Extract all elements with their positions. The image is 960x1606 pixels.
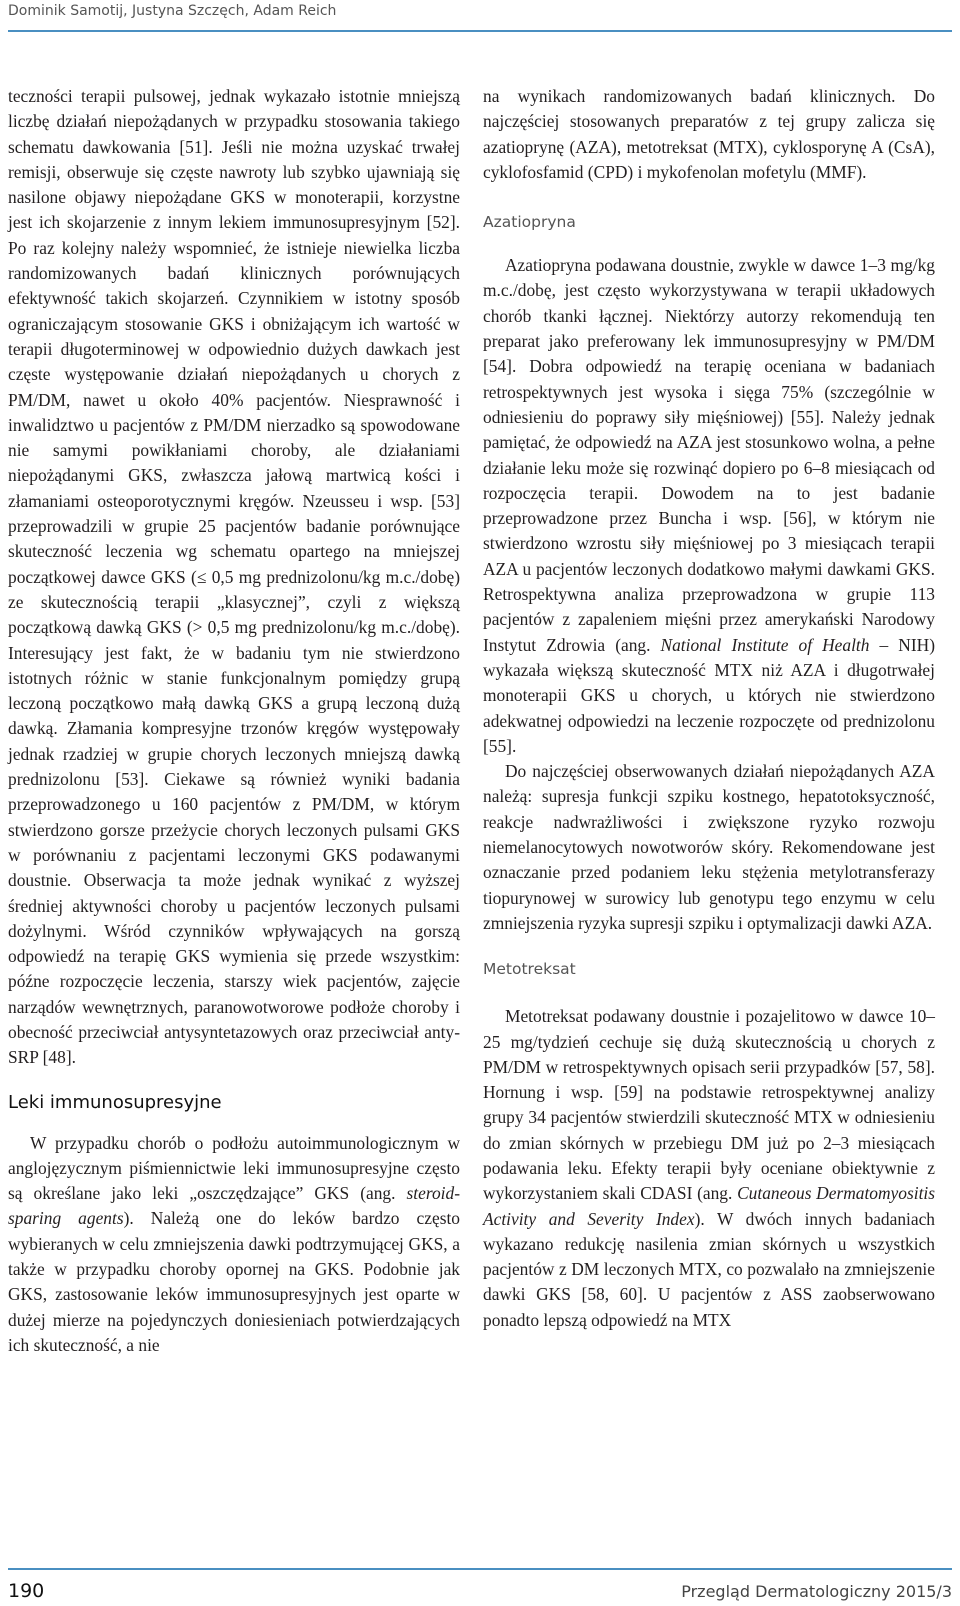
subheading-azathioprine: Azatiopryna <box>483 213 576 232</box>
left-column <box>8 84 460 1358</box>
journal-title: Przegląd Dermatologiczny 2015/3 <box>681 1582 952 1601</box>
text-run: – NIH) wykazała większą skuteczność MTX niż AZA i długotrwałej monoterapii GKS u chorych, u których nie stwierdzono adekwatnej odpowiedzi na leczenie rozpoczęte od prednizolonu [55]. <box>483 634 935 756</box>
italic-term: National Institute of Health <box>660 634 870 655</box>
right-column <box>483 84 935 1333</box>
section-heading-immunosuppressive: Leki immunosupresyjne <box>8 1091 222 1113</box>
body-paragraph <box>483 253 935 759</box>
page-number: 190 <box>8 1580 45 1602</box>
subheading-methotrexate: Metotreksat <box>483 960 576 979</box>
body-paragraph <box>483 1004 935 1333</box>
text-run: W przypadku chorób o podłożu autoimmunologicznym w anglojęzycznym piśmiennictwie leki immunosupresyjne często są określane jako leki „oszczędzające” GKS (ang. <box>8 1132 460 1204</box>
running-footer <box>8 1568 952 1606</box>
text-run: Metotreksat podawany doustnie i pozajelitowo w dawce 10–25 mg/tydzień cechuje się dużą skutecznością u chorych z PM/DM w retrospektywnych opisach serii przypadków [57, 58]. Hornung i wsp. [59] na podstawie retrospektywnej analizy grupy 34 pacjentów stwierdzili skuteczność MTX w odniesieniu do zmian skórnych w przebiegu DM już po 2–3 miesiącach podawania leku. Efekty terapii były oceniane obiektywnie z wykorzystaniem skali CDASI (ang. <box>483 1006 935 1204</box>
italic-term: Cutaneous Dermatomyositis Activity and Severity Index <box>483 1183 935 1229</box>
text-run: ). W dwóch innych badaniach wykazano redukcję nasilenia zmian skórnych u wszystkich pacjentów z DM leczonych MTX, co pozwalało na zmniejszenie dawki GKS [58, 60]. U pacjentów z ASS zaobserwowano ponadto lepszą odpowiedź na MTX <box>483 1208 935 1330</box>
header-authors: Dominik Samotij, Justyna Szczęch, Adam Reich <box>8 3 337 19</box>
text-run: Azatiopryna podawana doustnie, zwykle w dawce 1–3 mg/kg m.c./dobę, jest często wykorzystywana w terapii układowych chorób tkanki łącznej. Niektórzy autorzy rekomendują ten preparat jako preferowany lek immunosupresyjny w PM/DM [54]. Dobra odpowiedź na terapię oceniana w badaniach retrospektywnych jest wysoka i sięga 75% (szczególnie w odniesieniu do poprawy siły mięśniowej) [55]. Należy jednak pamiętać, że odpowiedź na AZA jest stosunkowo wolna, a pełne działanie leku może się rozwinąć dopiero po 6–8 miesiącach od rozpoczęcia terapii. Dowodem na to jest badanie przeprowadzone przez Buncha i wsp. [56], w którym nie stwierdzono wzrostu siły mięśniowej po 3 miesiącach terapii AZA u pacjentów leczonych dodatkowo małymi dawkami GKS. Retrospektywna analiza przeprowadzona w grupie 113 pacjentów z zapaleniem mięśni przez amerykański Narodowy Instytut Zdrowia (ang. <box>483 255 935 655</box>
body-paragraph <box>8 1131 460 1359</box>
body-paragraph: Do najczęściej obserwowanych działań niepożądanych AZA należą: supresja funkcji szpiku kostnego, hepatotoksyczność, reakcje nadwrażliwości i zwiększone ryzyko rozwoju niemelanocytowych nowotworów skóry. Rekomendowane jest oznaczanie przed podaniem leku stężenia metylotransferazy tiopurynowej w surowicy lub genotypu tego enzymu w celu zmniejszenia ryzyka supresji szpiku i optymalizacji dawki AZA. <box>483 761 935 933</box>
text-run: ). Należą one do leków bardzo często wybieranych w celu zmniejszenia dawki podtrzymującej GKS, a także w przypadku choroby opornej na GKS. Podobnie jak GKS, zastosowanie leków immunosupresyjnych jest oparte w dużej mierze na pojedynczych doniesieniach potwierdzających ich skuteczność, a nie <box>8 1208 460 1355</box>
running-header <box>8 0 952 32</box>
body-paragraph: teczności terapii pulsowej, jednak wykazało istotnie mniejszą liczbę działań niepożądanych w przypadku stosowania takiego schematu dawkowania [51]. Jeśli nie można uzyskać trwałej remisji, obserwuje się częste nawroty lub szybko ujawniają się nasilone objawy niepożądane GKS w monoterapii, korzystne jest ich skojarzenie z innym lekiem immunosupresyjnym [52]. Po raz kolejny należy wspomnieć, że istnieje niewielka liczba randomizowanych badań klinicznych porównujących efektywność takich skojarzeń. Czynnikiem w istotny sposób ograniczającym stosowanie GKS i obniżającym ich wartość w terapii długoterminowej w odpowiednio dużych dawkach jest częste występowanie działań niepożądanych u chorych z PM/DM, nawet u około 40% pacjentów. Niesprawność i inwalidztwo u pacjentów z PM/DM nierzadko są spowodowane nie samymi powikłaniami choroby, ale działaniami niepożądanymi GKS, zwłaszcza jałową martwicą kości i złamaniami osteoporotycznymi kręgów. Nzeusseu i wsp. [53] przeprowadzili w grupie 25 pacjentów badanie porównujące skuteczność leczenia wg schematu opartego na mniejszej początkowej dawce GKS (≤ 0,5 mg prednizolonu/kg m.c./dobę) ze skutecznością terapii „klasycznej”, czyli z większą początkową dawką GKS (> 0,5 mg prednizolonu/kg m.c./dobę). Interesujący jest fakt, że w badaniu tym nie stwierdzono istotnych różnic w stanie funkcjonalnym pomiędzy grupą leczoną początkowo małą dawką GKS a grupą leczoną dużą dawką. Złamania kompresyjne trzonów kręgów występowały jednak rzadziej w grupie chorych leczonych mniejszą dawką prednizolonu [53]. Ciekawe są również wyniki badania przeprowadzonego u 160 pacjentów z PM/DM, w którym stwierdzono gorsze przeżycie chorych leczonych pulsami GKS w porównaniu z pacjentami leczonymi GKS podawanymi doustnie. Obserwacja ta może jednak wynikać z wyższej średniej aktywności choroby u pacjentów leczonych pulsami dożylnymi. Wśród czynników wpływających na gorszą odpowiedź na terapię GKS wymienia się przede wszystkim: późne rozpoczęcie leczenia, starszy wiek pacjentów, zajęcie narządów wewnętrznych, paranowotworowe podłoże choroby i obecność przeciwciał antysyntetazowych oraz przeciwciał anty-SRP [48]. <box>8 86 460 1068</box>
body-paragraph: na wynikach randomizowanych badań klinicznych. Do najczęściej stosowanych preparatów z tej grupy zalicza się azatioprynę (AZA), metotreksat (MTX), cyklosporynę A (CsA), cyklofosfamid (CPD) i mykofenolan mofetylu (MMF). <box>483 86 935 182</box>
italic-term: steroid-sparing agents <box>8 1183 460 1229</box>
